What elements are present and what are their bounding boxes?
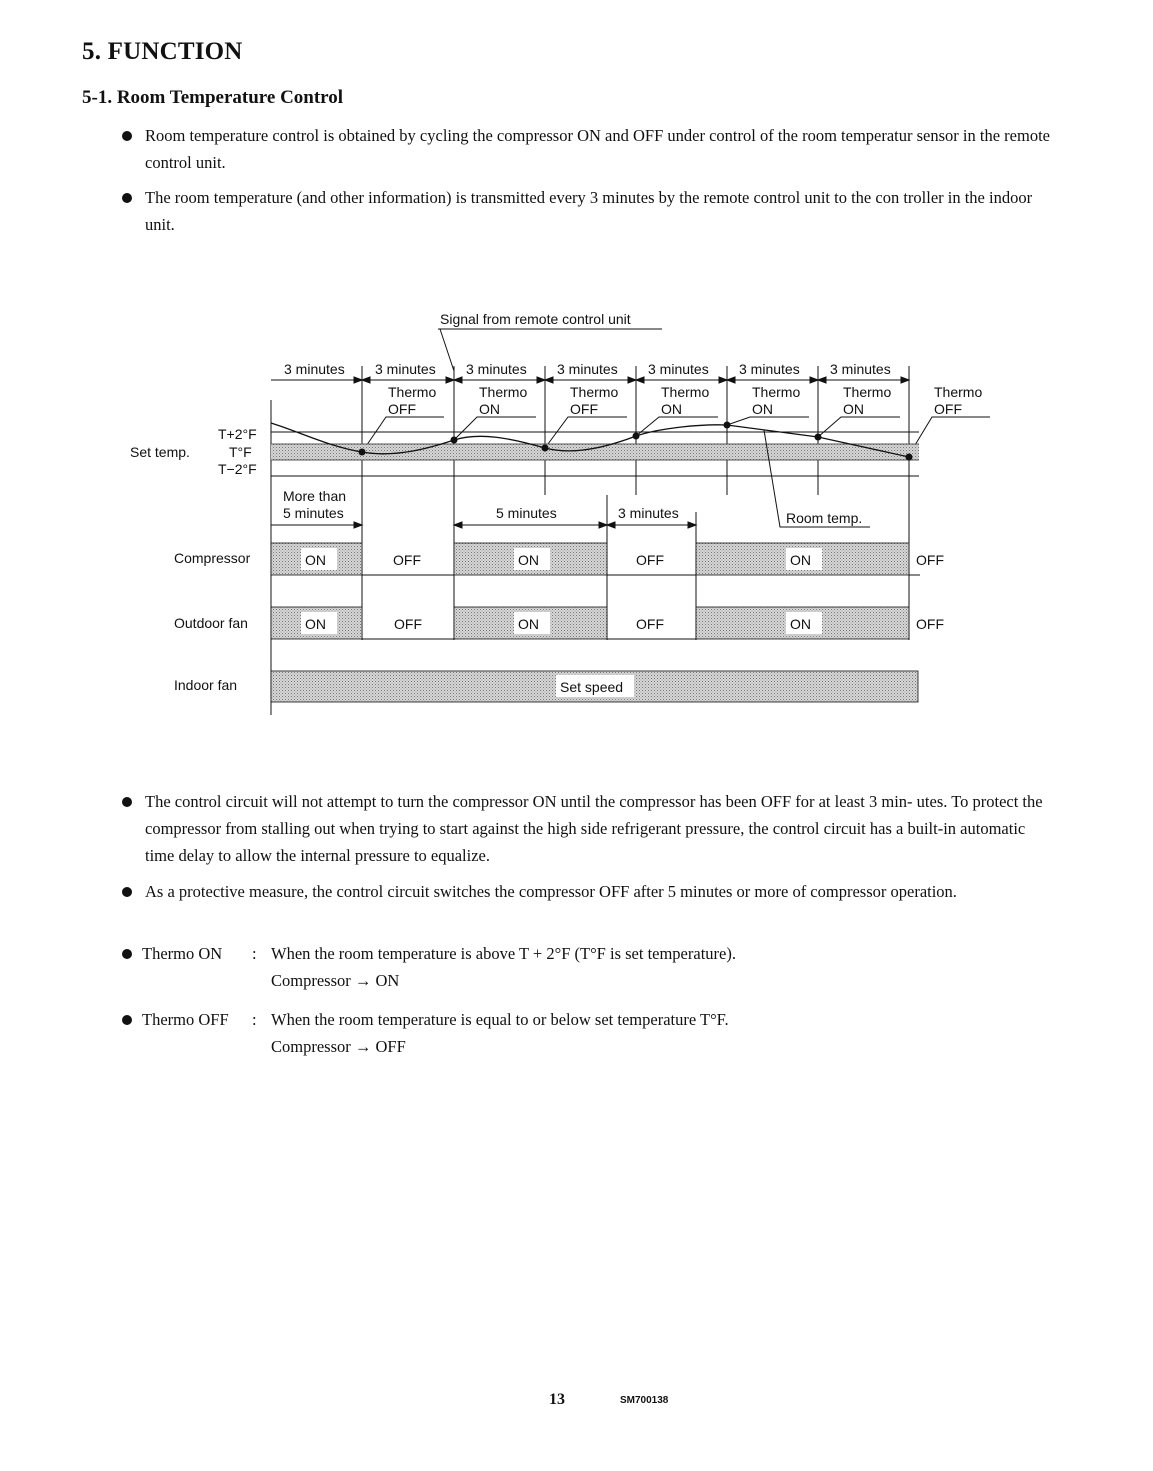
definition-result: Compressor → OFF (271, 1037, 406, 1056)
thermo-label: ON (479, 401, 500, 417)
temp-level-set: T°F (229, 444, 252, 460)
indoor-fan-row (271, 671, 918, 702)
temp-level-lower: T−2°F (218, 461, 257, 477)
thermo-labels (388, 384, 982, 417)
bullet-icon (122, 797, 132, 807)
compressor-state: ON (305, 552, 326, 568)
compressor-label: Compressor (174, 550, 251, 566)
indoor-fan-state: Set speed (560, 679, 624, 695)
outdoor-fan-label: Outdoor fan (174, 615, 248, 631)
more-than-label: More than (283, 488, 347, 504)
interval-labels (284, 361, 891, 377)
set-temp-label: Set temp. (130, 444, 190, 460)
thermo-label: OFF (388, 401, 416, 417)
bullet-icon (122, 949, 132, 959)
compressor-state: ON (518, 552, 539, 568)
compressor-state: OFF (636, 552, 664, 568)
intro-bullet-text: The room temperature (and other information) is transmitted every 3 minutes by the remote control unit to the con troller in the indoor unit. (145, 188, 1033, 234)
five-minutes-label: 5 minutes (496, 505, 557, 521)
thermo-label: Thermo (479, 384, 528, 400)
section-title: 5. FUNCTION (82, 38, 243, 65)
document-code: SM700138 (620, 1395, 669, 1406)
interval-label: 3 minutes (375, 361, 436, 377)
outdoor-fan-state: ON (305, 616, 326, 632)
thermo-label: Thermo (661, 384, 710, 400)
indoor-fan-label: Indoor fan (174, 677, 238, 693)
bullet-icon (122, 887, 132, 897)
interval-label: 3 minutes (648, 361, 709, 377)
thermo-label: Thermo (752, 384, 801, 400)
outdoor-fan-state: OFF (636, 616, 664, 632)
duration-arrows (271, 522, 696, 528)
thermo-label: ON (752, 401, 773, 417)
outdoor-fan-state: OFF (916, 616, 944, 632)
bullet-icon (122, 1015, 132, 1025)
set-temp-band (271, 444, 919, 460)
thermo-label: OFF (570, 401, 598, 417)
signal-label: Signal from remote control unit (440, 311, 631, 327)
thermo-label: ON (661, 401, 682, 417)
three-minutes-label: 3 minutes (618, 505, 679, 521)
compressor-state: ON (790, 552, 811, 568)
thermo-label: Thermo (843, 384, 892, 400)
note-text: The control circuit will not attempt to turn the compressor ON until the compressor has been OFF for at least 3 min- utes. To protect the compressor from stalling out when trying to start against the high side refrigerant pressure, the control circuit has a built-in automatic time delay to allow the internal pressure to equalize. (145, 792, 1043, 865)
definition-description: When the room temperature is above T + 2°F (T°F is set temperature). (271, 944, 736, 963)
room-temp-label: Room temp. (786, 510, 863, 526)
more-than-label: 5 minutes (283, 505, 344, 521)
interval-label: 3 minutes (739, 361, 800, 377)
thermo-label: Thermo (934, 384, 983, 400)
compressor-state: OFF (916, 552, 944, 568)
interval-label: 3 minutes (284, 361, 345, 377)
temp-level-upper: T+2°F (218, 426, 257, 442)
definition-result: Compressor → ON (271, 971, 400, 990)
definition-colon: : (252, 1010, 257, 1029)
outdoor-fan-state: OFF (394, 616, 422, 632)
interval-label: 3 minutes (557, 361, 618, 377)
definition-term: Thermo OFF (142, 1010, 229, 1029)
page-number: 13 (549, 1391, 565, 1408)
time-dividers (271, 366, 909, 715)
interval-label: 3 minutes (466, 361, 527, 377)
definition-colon: : (252, 944, 257, 963)
note-bullet (122, 788, 1052, 869)
intro-bullet-text: Room temperature control is obtained by cycling the compressor ON and OFF under control of the room temperatur sensor in the remote control unit. (145, 126, 1050, 172)
definition-description: When the room temperature is equal to or below set temperature T°F. (271, 1010, 729, 1029)
note-bullet (122, 878, 1052, 905)
thermo-label: ON (843, 401, 864, 417)
interval-label: 3 minutes (830, 361, 891, 377)
note-text: As a protective measure, the control circuit switches the compressor OFF after 5 minutes or more of compressor operation. (145, 882, 957, 901)
subsection-title: 5-1. Room Temperature Control (82, 87, 344, 108)
interval-arrows (271, 377, 909, 383)
signal-leader (440, 329, 454, 371)
outdoor-fan-state: ON (790, 616, 811, 632)
thermo-label: Thermo (570, 384, 619, 400)
thermo-label: Thermo (388, 384, 437, 400)
definition-term: Thermo ON (142, 944, 223, 963)
outdoor-fan-state: ON (518, 616, 539, 632)
compressor-state: OFF (393, 552, 421, 568)
thermo-label: OFF (934, 401, 962, 417)
